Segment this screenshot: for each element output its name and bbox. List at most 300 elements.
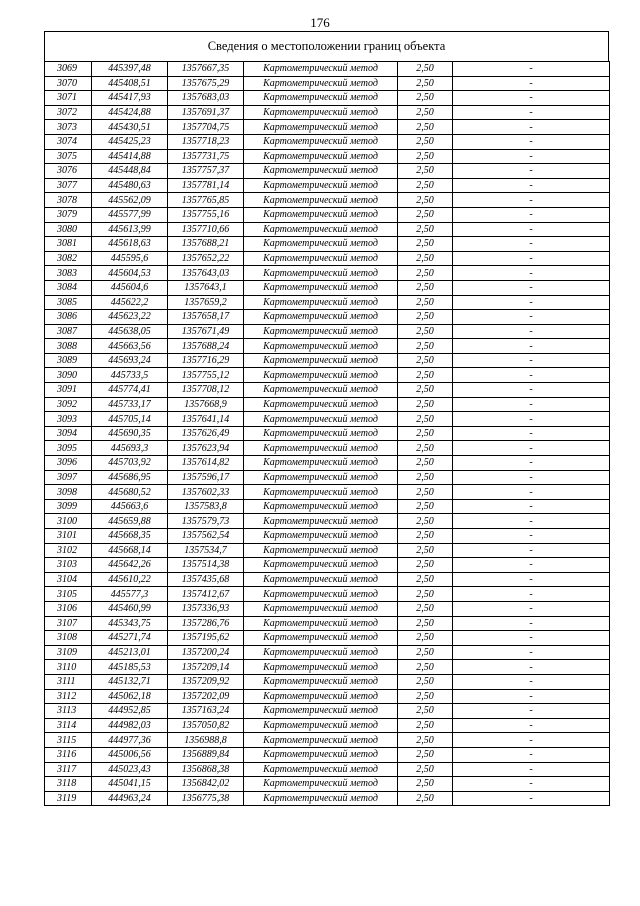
- description-cell: -: [453, 397, 610, 412]
- description-cell: -: [453, 105, 610, 120]
- y-coordinate-cell: 1357514,38: [168, 558, 244, 573]
- description-cell: -: [453, 222, 610, 237]
- description-cell: -: [453, 499, 610, 514]
- y-coordinate-cell: 1357757,37: [168, 164, 244, 179]
- accuracy-cell: 2,50: [398, 529, 453, 544]
- y-coordinate-cell: 1357658,17: [168, 310, 244, 325]
- point-number-cell: 3081: [45, 237, 92, 252]
- y-coordinate-cell: 1357435,68: [168, 572, 244, 587]
- method-cell: Картометрический метод: [244, 412, 398, 427]
- coordinates-table: [44, 61, 610, 806]
- x-coordinate-cell: 445041,15: [92, 777, 168, 792]
- point-number-cell: 3116: [45, 747, 92, 762]
- method-cell: Картометрический метод: [244, 791, 398, 806]
- x-coordinate-cell: 445132,71: [92, 674, 168, 689]
- y-coordinate-cell: 1357200,24: [168, 645, 244, 660]
- y-coordinate-cell: 1357286,76: [168, 616, 244, 631]
- description-cell: -: [453, 237, 610, 252]
- description-cell: -: [453, 76, 610, 91]
- accuracy-cell: 2,50: [398, 514, 453, 529]
- description-cell: -: [453, 587, 610, 602]
- y-coordinate-cell: 1357534,7: [168, 543, 244, 558]
- x-coordinate-cell: 445448,84: [92, 164, 168, 179]
- accuracy-cell: 2,50: [398, 499, 453, 514]
- table-row: [45, 193, 610, 208]
- accuracy-cell: 2,50: [398, 485, 453, 500]
- method-cell: Картометрический метод: [244, 237, 398, 252]
- table-row: [45, 499, 610, 514]
- y-coordinate-cell: 1357602,33: [168, 485, 244, 500]
- y-coordinate-cell: 1357671,49: [168, 324, 244, 339]
- description-cell: -: [453, 324, 610, 339]
- accuracy-cell: 2,50: [398, 207, 453, 222]
- y-coordinate-cell: 1357195,62: [168, 631, 244, 646]
- point-number-cell: 3083: [45, 266, 92, 281]
- accuracy-cell: 2,50: [398, 105, 453, 120]
- x-coordinate-cell: 444977,36: [92, 733, 168, 748]
- accuracy-cell: 2,50: [398, 587, 453, 602]
- table-row: [45, 704, 610, 719]
- table-row: [45, 207, 610, 222]
- table-row: [45, 660, 610, 675]
- point-number-cell: 3075: [45, 149, 92, 164]
- x-coordinate-cell: 445460,99: [92, 601, 168, 616]
- point-number-cell: 3107: [45, 616, 92, 631]
- table-row: [45, 631, 610, 646]
- y-coordinate-cell: 1357755,16: [168, 207, 244, 222]
- table-row: [45, 514, 610, 529]
- table-row: [45, 412, 610, 427]
- table-row: [45, 237, 610, 252]
- x-coordinate-cell: 445610,22: [92, 572, 168, 587]
- accuracy-cell: 2,50: [398, 747, 453, 762]
- x-coordinate-cell: 445425,23: [92, 134, 168, 149]
- y-coordinate-cell: 1357688,24: [168, 339, 244, 354]
- method-cell: Картометрический метод: [244, 558, 398, 573]
- table-row: [45, 149, 610, 164]
- method-cell: Картометрический метод: [244, 368, 398, 383]
- y-coordinate-cell: 1356889,84: [168, 747, 244, 762]
- y-coordinate-cell: 1357718,23: [168, 134, 244, 149]
- point-number-cell: 3097: [45, 470, 92, 485]
- accuracy-cell: 2,50: [398, 310, 453, 325]
- table-row: [45, 674, 610, 689]
- accuracy-cell: 2,50: [398, 76, 453, 91]
- x-coordinate-cell: 445613,99: [92, 222, 168, 237]
- accuracy-cell: 2,50: [398, 295, 453, 310]
- point-number-cell: 3084: [45, 280, 92, 295]
- accuracy-cell: 2,50: [398, 456, 453, 471]
- table-row: [45, 280, 610, 295]
- description-cell: -: [453, 616, 610, 631]
- point-number-cell: 3077: [45, 178, 92, 193]
- description-cell: -: [453, 339, 610, 354]
- accuracy-cell: 2,50: [398, 149, 453, 164]
- x-coordinate-cell: 445663,56: [92, 339, 168, 354]
- x-coordinate-cell: 444963,24: [92, 791, 168, 806]
- table-row: [45, 689, 610, 704]
- method-cell: Картометрический метод: [244, 280, 398, 295]
- description-cell: -: [453, 164, 610, 179]
- method-cell: Картометрический метод: [244, 178, 398, 193]
- x-coordinate-cell: 445577,3: [92, 587, 168, 602]
- point-number-cell: 3089: [45, 353, 92, 368]
- point-number-cell: 3091: [45, 383, 92, 398]
- description-cell: -: [453, 601, 610, 616]
- x-coordinate-cell: 445663,6: [92, 499, 168, 514]
- y-coordinate-cell: 1357614,82: [168, 456, 244, 471]
- x-coordinate-cell: 445343,75: [92, 616, 168, 631]
- point-number-cell: 3096: [45, 456, 92, 471]
- method-cell: Картометрический метод: [244, 601, 398, 616]
- x-coordinate-cell: 445693,3: [92, 441, 168, 456]
- accuracy-cell: 2,50: [398, 426, 453, 441]
- x-coordinate-cell: 445408,51: [92, 76, 168, 91]
- accuracy-cell: 2,50: [398, 62, 453, 77]
- method-cell: Картометрический метод: [244, 149, 398, 164]
- table-row: [45, 572, 610, 587]
- description-cell: -: [453, 178, 610, 193]
- method-cell: Картометрический метод: [244, 76, 398, 91]
- y-coordinate-cell: 1357412,67: [168, 587, 244, 602]
- description-cell: -: [453, 149, 610, 164]
- description-cell: -: [453, 310, 610, 325]
- point-number-cell: 3076: [45, 164, 92, 179]
- description-cell: -: [453, 514, 610, 529]
- accuracy-cell: 2,50: [398, 441, 453, 456]
- method-cell: Картометрический метод: [244, 587, 398, 602]
- y-coordinate-cell: 1356988,8: [168, 733, 244, 748]
- x-coordinate-cell: 445271,74: [92, 631, 168, 646]
- accuracy-cell: 2,50: [398, 251, 453, 266]
- method-cell: Картометрический метод: [244, 105, 398, 120]
- point-number-cell: 3094: [45, 426, 92, 441]
- table-row: [45, 426, 610, 441]
- accuracy-cell: 2,50: [398, 704, 453, 719]
- point-number-cell: 3102: [45, 543, 92, 558]
- x-coordinate-cell: 445185,53: [92, 660, 168, 675]
- table-row: [45, 777, 610, 792]
- description-cell: -: [453, 791, 610, 806]
- x-coordinate-cell: 445023,43: [92, 762, 168, 777]
- accuracy-cell: 2,50: [398, 631, 453, 646]
- table-row: [45, 222, 610, 237]
- accuracy-cell: 2,50: [398, 266, 453, 281]
- x-coordinate-cell: 445668,35: [92, 529, 168, 544]
- description-cell: -: [453, 251, 610, 266]
- x-coordinate-cell: 445703,92: [92, 456, 168, 471]
- method-cell: Картометрический метод: [244, 383, 398, 398]
- table-row: [45, 91, 610, 106]
- point-number-cell: 3111: [45, 674, 92, 689]
- x-coordinate-cell: 445680,52: [92, 485, 168, 500]
- table-row: [45, 62, 610, 77]
- x-coordinate-cell: 445430,51: [92, 120, 168, 135]
- y-coordinate-cell: 1357583,8: [168, 499, 244, 514]
- y-coordinate-cell: 1357667,35: [168, 62, 244, 77]
- method-cell: Картометрический метод: [244, 164, 398, 179]
- method-cell: Картометрический метод: [244, 266, 398, 281]
- description-cell: -: [453, 631, 610, 646]
- table-row: [45, 762, 610, 777]
- description-cell: -: [453, 762, 610, 777]
- y-coordinate-cell: 1357710,66: [168, 222, 244, 237]
- accuracy-cell: 2,50: [398, 412, 453, 427]
- method-cell: Картометрический метод: [244, 62, 398, 77]
- method-cell: Картометрический метод: [244, 251, 398, 266]
- x-coordinate-cell: 445693,24: [92, 353, 168, 368]
- description-cell: -: [453, 718, 610, 733]
- table-row: [45, 587, 610, 602]
- y-coordinate-cell: 1357163,24: [168, 704, 244, 719]
- y-coordinate-cell: 1357659,2: [168, 295, 244, 310]
- method-cell: Картометрический метод: [244, 295, 398, 310]
- accuracy-cell: 2,50: [398, 339, 453, 354]
- method-cell: Картометрический метод: [244, 91, 398, 106]
- table-row: [45, 558, 610, 573]
- method-cell: Картометрический метод: [244, 310, 398, 325]
- table-row: [45, 295, 610, 310]
- accuracy-cell: 2,50: [398, 674, 453, 689]
- point-number-cell: 3104: [45, 572, 92, 587]
- y-coordinate-cell: 1357668,9: [168, 397, 244, 412]
- y-coordinate-cell: 1357562,54: [168, 529, 244, 544]
- x-coordinate-cell: 445604,6: [92, 280, 168, 295]
- accuracy-cell: 2,50: [398, 134, 453, 149]
- point-number-cell: 3099: [45, 499, 92, 514]
- table-row: [45, 397, 610, 412]
- table-row: [45, 718, 610, 733]
- x-coordinate-cell: 445733,17: [92, 397, 168, 412]
- description-cell: -: [453, 777, 610, 792]
- description-cell: -: [453, 558, 610, 573]
- method-cell: Картометрический метод: [244, 631, 398, 646]
- description-cell: -: [453, 747, 610, 762]
- method-cell: Картометрический метод: [244, 718, 398, 733]
- accuracy-cell: 2,50: [398, 645, 453, 660]
- method-cell: Картометрический метод: [244, 529, 398, 544]
- description-cell: -: [453, 572, 610, 587]
- y-coordinate-cell: 1357336,93: [168, 601, 244, 616]
- point-number-cell: 3090: [45, 368, 92, 383]
- description-cell: -: [453, 543, 610, 558]
- accuracy-cell: 2,50: [398, 660, 453, 675]
- description-cell: -: [453, 674, 610, 689]
- x-coordinate-cell: 445642,26: [92, 558, 168, 573]
- description-cell: -: [453, 485, 610, 500]
- accuracy-cell: 2,50: [398, 543, 453, 558]
- accuracy-cell: 2,50: [398, 280, 453, 295]
- y-coordinate-cell: 1357202,09: [168, 689, 244, 704]
- coordinates-table-container: [44, 61, 609, 806]
- table-row: [45, 178, 610, 193]
- method-cell: Картометрический метод: [244, 426, 398, 441]
- method-cell: Картометрический метод: [244, 689, 398, 704]
- table-row: [45, 733, 610, 748]
- table-row: [45, 324, 610, 339]
- accuracy-cell: 2,50: [398, 397, 453, 412]
- x-coordinate-cell: 444982,03: [92, 718, 168, 733]
- method-cell: Картометрический метод: [244, 704, 398, 719]
- point-number-cell: 3074: [45, 134, 92, 149]
- method-cell: Картометрический метод: [244, 747, 398, 762]
- point-number-cell: 3106: [45, 601, 92, 616]
- y-coordinate-cell: 1357708,12: [168, 383, 244, 398]
- point-number-cell: 3093: [45, 412, 92, 427]
- y-coordinate-cell: 1357781,14: [168, 178, 244, 193]
- x-coordinate-cell: 445659,88: [92, 514, 168, 529]
- point-number-cell: 3095: [45, 441, 92, 456]
- y-coordinate-cell: 1357683,03: [168, 91, 244, 106]
- y-coordinate-cell: 1357579,73: [168, 514, 244, 529]
- table-row: [45, 353, 610, 368]
- x-coordinate-cell: 445397,48: [92, 62, 168, 77]
- table-row: [45, 310, 610, 325]
- point-number-cell: 3105: [45, 587, 92, 602]
- x-coordinate-cell: 445623,22: [92, 310, 168, 325]
- description-cell: -: [453, 441, 610, 456]
- method-cell: Картометрический метод: [244, 339, 398, 354]
- point-number-cell: 3087: [45, 324, 92, 339]
- accuracy-cell: 2,50: [398, 178, 453, 193]
- x-coordinate-cell: 445424,88: [92, 105, 168, 120]
- accuracy-cell: 2,50: [398, 777, 453, 792]
- point-number-cell: 3118: [45, 777, 92, 792]
- description-cell: -: [453, 91, 610, 106]
- x-coordinate-cell: 445213,01: [92, 645, 168, 660]
- accuracy-cell: 2,50: [398, 91, 453, 106]
- method-cell: Картометрический метод: [244, 222, 398, 237]
- x-coordinate-cell: 445414,88: [92, 149, 168, 164]
- y-coordinate-cell: 1357626,49: [168, 426, 244, 441]
- accuracy-cell: 2,50: [398, 324, 453, 339]
- x-coordinate-cell: 445562,09: [92, 193, 168, 208]
- table-row: [45, 470, 610, 485]
- description-cell: -: [453, 134, 610, 149]
- x-coordinate-cell: 445577,99: [92, 207, 168, 222]
- accuracy-cell: 2,50: [398, 222, 453, 237]
- method-cell: Картометрический метод: [244, 674, 398, 689]
- x-coordinate-cell: 445686,95: [92, 470, 168, 485]
- description-cell: -: [453, 704, 610, 719]
- coordinates-table-body: [45, 62, 610, 806]
- x-coordinate-cell: 444952,85: [92, 704, 168, 719]
- method-cell: Картометрический метод: [244, 660, 398, 675]
- table-row: [45, 485, 610, 500]
- y-coordinate-cell: 1357643,1: [168, 280, 244, 295]
- table-row: [45, 441, 610, 456]
- table-row: [45, 134, 610, 149]
- point-number-cell: 3115: [45, 733, 92, 748]
- method-cell: Картометрический метод: [244, 762, 398, 777]
- description-cell: -: [453, 62, 610, 77]
- method-cell: Картометрический метод: [244, 353, 398, 368]
- point-number-cell: 3082: [45, 251, 92, 266]
- description-cell: -: [453, 470, 610, 485]
- method-cell: Картометрический метод: [244, 733, 398, 748]
- y-coordinate-cell: 1357716,29: [168, 353, 244, 368]
- accuracy-cell: 2,50: [398, 733, 453, 748]
- table-row: [45, 383, 610, 398]
- table-row: [45, 543, 610, 558]
- accuracy-cell: 2,50: [398, 572, 453, 587]
- table-row: [45, 368, 610, 383]
- x-coordinate-cell: 445668,14: [92, 543, 168, 558]
- accuracy-cell: 2,50: [398, 616, 453, 631]
- table-row: [45, 456, 610, 471]
- x-coordinate-cell: 445417,93: [92, 91, 168, 106]
- y-coordinate-cell: 1357731,75: [168, 149, 244, 164]
- x-coordinate-cell: 445595,6: [92, 251, 168, 266]
- point-number-cell: 3080: [45, 222, 92, 237]
- y-coordinate-cell: 1357652,22: [168, 251, 244, 266]
- method-cell: Картометрический метод: [244, 485, 398, 500]
- point-number-cell: 3085: [45, 295, 92, 310]
- accuracy-cell: 2,50: [398, 120, 453, 135]
- point-number-cell: 3071: [45, 91, 92, 106]
- point-number-cell: 3070: [45, 76, 92, 91]
- accuracy-cell: 2,50: [398, 368, 453, 383]
- method-cell: Картометрический метод: [244, 456, 398, 471]
- point-number-cell: 3069: [45, 62, 92, 77]
- x-coordinate-cell: 445480,63: [92, 178, 168, 193]
- table-row: [45, 616, 610, 631]
- x-coordinate-cell: 445604,53: [92, 266, 168, 281]
- description-cell: -: [453, 120, 610, 135]
- table-row: [45, 791, 610, 806]
- point-number-cell: 3110: [45, 660, 92, 675]
- table-row: [45, 120, 610, 135]
- description-cell: -: [453, 368, 610, 383]
- table-row: [45, 747, 610, 762]
- accuracy-cell: 2,50: [398, 718, 453, 733]
- point-number-cell: 3101: [45, 529, 92, 544]
- description-cell: -: [453, 383, 610, 398]
- table-row: [45, 105, 610, 120]
- x-coordinate-cell: 445638,05: [92, 324, 168, 339]
- y-coordinate-cell: 1357641,14: [168, 412, 244, 427]
- y-coordinate-cell: 1357596,17: [168, 470, 244, 485]
- point-number-cell: 3117: [45, 762, 92, 777]
- point-number-cell: 3088: [45, 339, 92, 354]
- x-coordinate-cell: 445062,18: [92, 689, 168, 704]
- point-number-cell: 3086: [45, 310, 92, 325]
- y-coordinate-cell: 1357704,75: [168, 120, 244, 135]
- description-cell: -: [453, 660, 610, 675]
- accuracy-cell: 2,50: [398, 762, 453, 777]
- accuracy-cell: 2,50: [398, 237, 453, 252]
- y-coordinate-cell: 1357675,29: [168, 76, 244, 91]
- table-row: [45, 529, 610, 544]
- description-cell: -: [453, 207, 610, 222]
- point-number-cell: 3078: [45, 193, 92, 208]
- point-number-cell: 3108: [45, 631, 92, 646]
- y-coordinate-cell: 1357623,94: [168, 441, 244, 456]
- method-cell: Картометрический метод: [244, 616, 398, 631]
- method-cell: Картометрический метод: [244, 499, 398, 514]
- description-cell: -: [453, 426, 610, 441]
- y-coordinate-cell: 1356868,38: [168, 762, 244, 777]
- table-row: [45, 76, 610, 91]
- y-coordinate-cell: 1357691,37: [168, 105, 244, 120]
- description-cell: -: [453, 645, 610, 660]
- x-coordinate-cell: 445618,63: [92, 237, 168, 252]
- y-coordinate-cell: 1357209,92: [168, 674, 244, 689]
- y-coordinate-cell: 1356842,02: [168, 777, 244, 792]
- table-row: [45, 645, 610, 660]
- accuracy-cell: 2,50: [398, 601, 453, 616]
- section-title: Сведения о местоположении границ объекта: [44, 31, 609, 61]
